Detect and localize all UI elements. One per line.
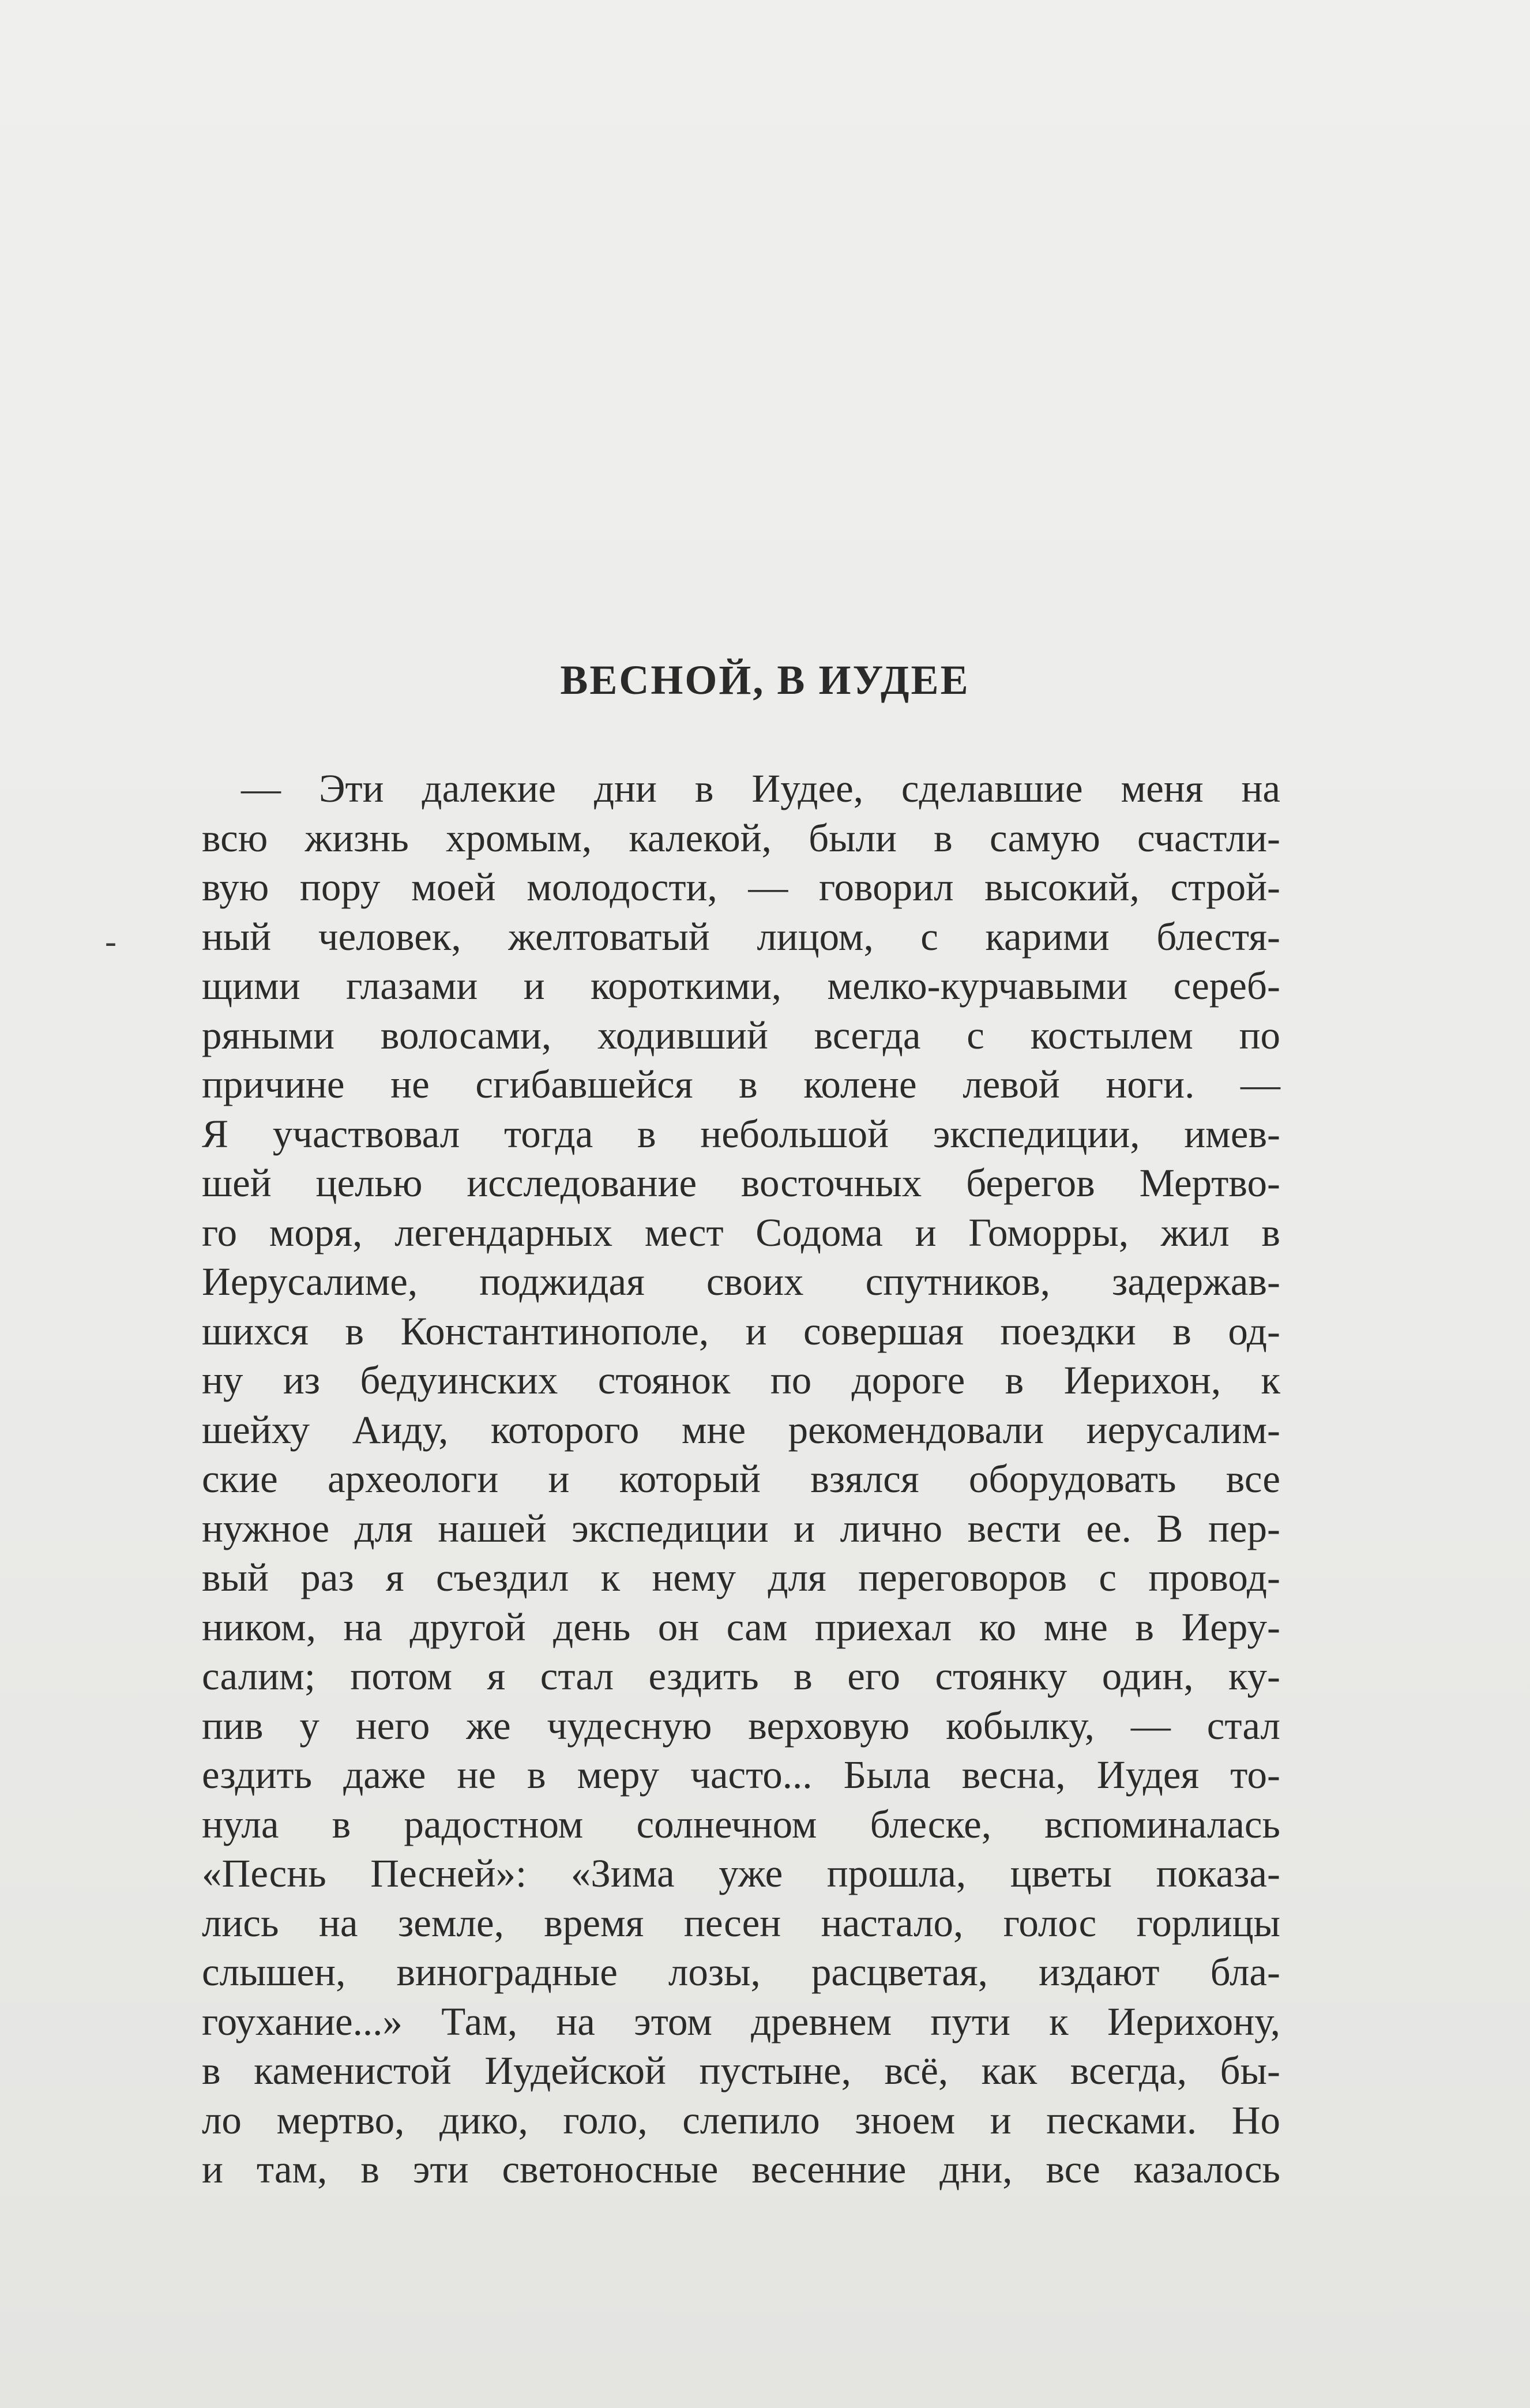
- text-line: слышен, виноградные лозы, расцветая, издают бла-: [202, 1950, 1280, 1994]
- text-line: «Песнь Песней»: «Зима уже прошла, цветы показа-: [202, 1851, 1280, 1895]
- text-line: ездить даже не в меру часто... Была весна, Иудея то-: [202, 1753, 1280, 1797]
- text-line: шихся в Константинополе, и совершая поездки в од-: [202, 1309, 1280, 1353]
- text-line: причине не сгибавшейся в колене левой ноги. —: [202, 1062, 1280, 1106]
- text-line: ские археологи и который взялся оборудовать все: [202, 1457, 1280, 1501]
- text-line: щими глазами и короткими, мелко-курчавыми сереб-: [202, 964, 1280, 1008]
- text-line: вый раз я съездил к нему для переговоров с провод-: [202, 1556, 1280, 1599]
- text-line: в каменистой Иудейской пустыне, всё, как всегда, бы-: [202, 2049, 1280, 2093]
- chapter-title: ВЕСНОЙ, В ИУДЕЕ: [560, 657, 970, 703]
- text-line: и там, в эти светоносные весенние дни, все казалось: [202, 2147, 1280, 2191]
- text-line: всю жизнь хромым, калекой, были в самую счастли-: [202, 816, 1280, 860]
- text-line: вую пору моей молодости, — говорил высокий, строй-: [202, 865, 1280, 909]
- text-line: гоухание...» Там, на этом древнем пути к Иерихону,: [202, 1999, 1280, 2043]
- text-line: ный человек, желтоватый лицом, с карими блестя-: [202, 914, 1280, 959]
- text-line: лись на земле, время песен настало, голос горлицы: [202, 1900, 1280, 1945]
- text-line: ряными волосами, ходивший всегда с костылем по: [202, 1013, 1280, 1057]
- text-line: салим; потом я стал ездить в его стоянку один, ку-: [202, 1654, 1280, 1698]
- text-line: Иерусалиме, поджидая своих спутников, задержав-: [202, 1260, 1280, 1303]
- text-line: нула в радостном солнечном блеске, вспоминалась: [202, 1802, 1280, 1846]
- text-line: — Эти далекие дни в Иудее, сделавшие меня на: [241, 767, 1280, 810]
- text-line: го моря, легендарных мест Содома и Гоморры, жил в: [202, 1210, 1280, 1254]
- text-line: шей целью исследование восточных берегов Мертво-: [202, 1161, 1280, 1205]
- text-line: Я участвовал тогда в небольшой экспедиции, имев-: [202, 1111, 1280, 1156]
- text-line: шейху Аиду, которого мне рекомендовали иерусалим-: [202, 1407, 1280, 1452]
- text-line: нужное для нашей экспедиции и лично вести ее. В пер-: [202, 1506, 1280, 1550]
- text-line: ну из бедуинских стоянок по дороге в Иерихон, к: [202, 1358, 1280, 1402]
- text-line: пив у него же чудесную верховую кобылку, — стал: [202, 1703, 1280, 1748]
- text-line: ником, на другой день он сам приехал ко мне в Иеру-: [202, 1605, 1280, 1649]
- text-line: ло мертво, дико, голо, слепило зноем и песками. Но: [202, 2098, 1280, 2142]
- margin-mark: -: [105, 922, 116, 960]
- body-text: [202, 764, 1280, 2195]
